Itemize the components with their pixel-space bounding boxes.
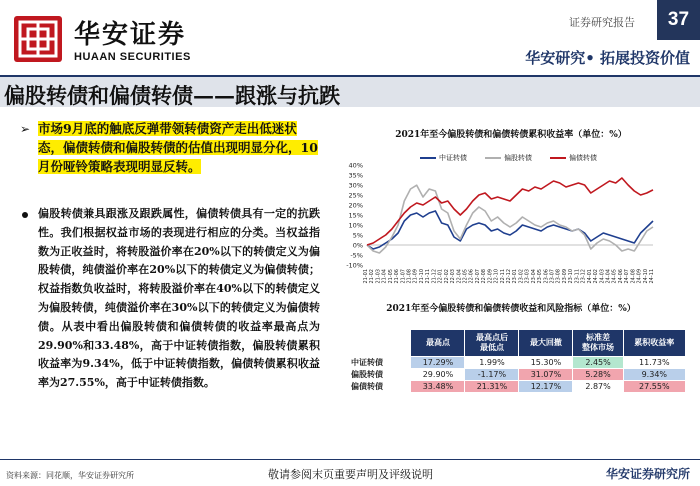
y-tick-label: 5% [352,231,363,240]
y-tick-label: 20% [348,201,363,210]
bullet-summary [38,119,320,176]
y-tick-label: 0% [352,241,363,250]
bullet-detail-text: 偏股转债兼具跟涨及跟跌属性，偏债转债具有一定的抗跌性。我们根据权益市场的表现进行相应的分类。当权益指数为正收益时，将转股溢价率在20%以下的转债定义为偏股转债，纯债溢价率在20%以下的转债定义为偏债转债；权益指数负收益时，将转股溢价率在40%以下的转债定义为偏股转债，纯债溢价率在30%以下的转债定义为偏债转债。从表中看出偏股转债和偏债转债的收益率最高点为29.90%和33.48%，高于中证转债指数，偏股转债累积收益率为9.34%，低于中证转债指数，偏债转债累积收益率为27.55%，高于中证转债指数。 [38,207,320,390]
legend-label: 偏债转债 [569,154,597,162]
dot-bullet-icon [22,212,28,218]
source-note: 资料来源：同花顺，华安证券研究所 [6,471,134,480]
x-tick-label: 22-09 [487,269,494,284]
x-tick-label: 21-09 [412,269,419,284]
table-header-cell: 最高点 [411,330,465,357]
table-header-cell: 最高点后 最低点 [465,330,519,357]
table-cell: 1.99% [465,357,519,369]
x-tick-label: 24-05 [611,269,618,284]
bullet-summary-text: 市场9月底的触底反弹带领转债资产走出低迷状态，偏债转债和偏股转债的估值出现明显分化，10月份哑铃策略表现明显反转。 [38,121,318,174]
brand-logo [14,16,62,62]
page-title: 偏股转债和偏债转债——跟涨与抗跌 [4,83,340,108]
brand-name-cn: 华安证券 [74,20,187,50]
x-tick-label: 22-11 [499,269,506,284]
x-tick-label: 24-11 [649,269,655,284]
x-tick-label: 21-05 [387,269,394,284]
y-tick-label: 40% [348,161,363,170]
table-cell: 17.29% [411,357,465,369]
x-tick-label: 24-03 [599,269,606,284]
table-cell: 33.48% [411,381,465,393]
chart-title: 2021年至今偏股转债和偏债转债累积收益率（单位：%） [395,130,627,140]
y-tick-label: 35% [348,171,363,180]
x-tick-label: 23-05 [537,269,544,284]
table-row [337,381,686,393]
x-tick-label: 23-09 [561,269,568,284]
x-tick-label: 22-02 [443,269,450,284]
return-line-chart [333,145,688,295]
y-tick-label: 25% [348,191,363,200]
table-header-cell [337,330,411,357]
x-tick-label: 24-07 [624,269,631,284]
x-tick-label: 22-03 [450,269,457,284]
y-tick-label: 30% [348,181,363,190]
x-tick-label: 23-10 [568,269,575,284]
table-cell: 2.87% [573,381,623,393]
table-row-label: 偏股转债 [337,369,411,381]
x-tick-label: 24-10 [642,269,649,284]
x-tick-label: 21-08 [406,269,413,284]
table-row-label: 中证转债 [337,357,411,369]
table-header-cell: 累积收益率 [623,330,685,357]
x-tick-label: 22-05 [462,269,469,284]
table-row-label: 偏债转债 [337,381,411,393]
x-tick-label: 24-09 [636,269,643,284]
page-number: 37 [657,0,700,40]
table-header-cell: 标准差 整体市场 [573,330,623,357]
table-header-cell: 最大回撤 [519,330,573,357]
title-bar [0,75,700,107]
table-row [337,369,686,381]
table-title: 2021年至今偏股转债和偏债转债收益和风险指标（单位：%） [386,304,636,314]
y-tick-label: -10% [346,261,363,270]
x-tick-label: 22-12 [506,269,512,284]
x-tick-label: 23-12 [580,269,587,284]
x-tick-label: 22-04 [456,269,463,284]
x-tick-label: 24-08 [630,269,637,284]
y-tick-label: 15% [348,211,363,220]
x-tick-label: 22-01 [437,269,444,284]
y-tick-label: 10% [348,221,363,230]
table-cell: 11.73% [623,357,685,369]
report-type-label: 证券研究报告 [569,16,635,29]
stats-table [336,329,686,393]
footer-divider [0,459,700,460]
series-line-1 [367,185,653,253]
brand-name-en: HUAAN SECURITIES [74,51,191,63]
table-cell: 27.55% [623,381,685,393]
slogan: 华安研究• 拓展投资价值 [525,49,690,67]
x-tick-label: 22-07 [474,269,481,284]
x-tick-label: 21-03 [375,269,382,284]
x-tick-label: 23-01 [512,269,519,284]
x-tick-label: 21-07 [400,269,407,284]
x-tick-label: 24-04 [605,269,612,284]
x-tick-label: 24-02 [593,269,600,284]
x-tick-label: 22-08 [481,269,488,284]
x-tick-label: 23-11 [574,269,581,284]
x-tick-label: 21-02 [369,269,376,284]
table-cell: 9.34% [623,369,685,381]
x-tick-label: 23-02 [518,269,525,284]
legend-label: 偏股转债 [504,154,532,162]
table-row [337,357,686,369]
y-tick-label: -5% [350,251,363,260]
x-tick-label: 23-07 [549,269,556,284]
x-tick-label: 24-01 [586,269,593,284]
x-tick-label: 23-03 [524,269,531,284]
table-cell: 15.30% [519,357,573,369]
table-cell: 2.45% [573,357,623,369]
x-tick-label: 21-04 [381,269,388,284]
table-cell: -1.17% [465,369,519,381]
table-cell: 29.90% [411,369,465,381]
footer-brand: 华安证券研究所 [605,467,690,481]
disclaimer: 敬请参阅末页重要声明及评级说明 [268,468,433,481]
table-cell: 12.17% [519,381,573,393]
brand-logo-mark [14,16,62,62]
x-tick-label: 21-06 [394,269,401,284]
table-header-row [337,330,686,357]
x-tick-label: 23-06 [543,269,550,284]
x-tick-label: 21-11 [425,269,432,284]
x-tick-label: 22-06 [468,269,475,284]
x-tick-label: 23-08 [555,269,562,284]
table-cell: 21.31% [465,381,519,393]
x-tick-label: 23-04 [530,269,537,284]
x-tick-label: 21-01 [363,269,369,284]
x-tick-label: 24-06 [617,269,624,284]
table-cell: 5.28% [573,369,623,381]
x-tick-label: 22-10 [493,269,500,284]
legend-label: 中证转债 [439,154,467,162]
x-tick-label: 21-12 [431,269,438,284]
arrow-bullet-icon: ➢ [20,122,31,136]
series-line-0 [367,211,653,249]
x-tick-label: 21-10 [418,269,425,284]
table-cell: 31.07% [519,369,573,381]
